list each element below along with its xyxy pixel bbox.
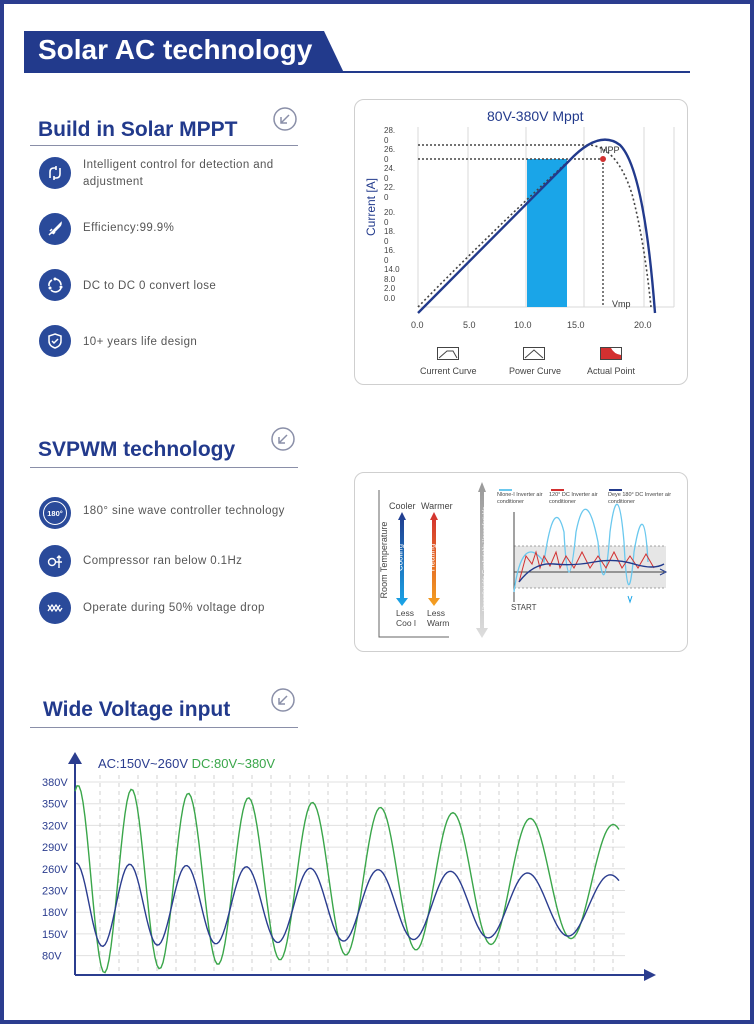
y-tick: 20. (384, 208, 396, 217)
x-tick: 0.0 (411, 320, 424, 330)
mppt-chart-title: 80V-380V Mppt (487, 108, 584, 124)
y-tick: 26. (384, 145, 396, 154)
shield-icon (39, 325, 71, 357)
mppt-section-rule (30, 145, 298, 146)
start-label: START (511, 603, 537, 612)
less-warm-label: Less Warm (427, 608, 450, 628)
y-tick-label: 380V (42, 777, 68, 789)
rocket-icon (39, 213, 71, 245)
power-curve-legend-icon (523, 347, 545, 360)
y-axis-arrow (68, 752, 82, 764)
dc-range-label: DC:80V~380V (191, 756, 276, 771)
cooler-label: Cooler (389, 501, 416, 511)
less-cool-label: Less Coo l (396, 608, 416, 628)
x-tick: 5.0 (463, 320, 476, 330)
mppt-chart (354, 99, 688, 385)
header-rule (24, 71, 690, 73)
y-tick: 14.0 (384, 265, 400, 274)
voltage-section-title: Wide Voltage input (43, 698, 231, 721)
x-tick: 10.0 (514, 320, 532, 330)
mpp-point (600, 156, 606, 162)
legend-onoff: Nlone-I Inverter air conditioner (497, 492, 543, 505)
compressor-icon (39, 545, 71, 577)
y-tick-label: 260V (42, 863, 68, 876)
cycle-icon (39, 269, 71, 301)
room-temp-label: Room Temperature (379, 521, 389, 599)
mppt-feature-text: 10+ years life design (83, 336, 198, 348)
voltage-section-rule (30, 727, 298, 728)
y-axis-label: Current [A] (364, 177, 378, 237)
cooling-label: Cooling (395, 543, 405, 572)
mppt-feature-text: Efficiency:99.9% (83, 222, 175, 234)
mpp-label: MPP (600, 145, 620, 155)
mppt-section-title: Build in Solar MPPT (38, 118, 238, 141)
arrow-down-left-icon (270, 687, 296, 713)
y-tick-label: 320V (42, 820, 68, 833)
arrow-down-left-icon (272, 106, 298, 132)
voltage-icon (39, 592, 71, 624)
y-tick: 24. (384, 164, 396, 173)
legend-dc120: 120° DC Inverter air conditioner (549, 492, 598, 505)
y-tick-label: 80V (42, 950, 62, 963)
comfort-label: Uncomfortable Comfortable Uncomfortable (482, 506, 488, 612)
y-tick-label: 230V (42, 885, 68, 898)
svpwm-feature-text: Compressor ran below 0.1Hz (83, 555, 243, 567)
y-tick: 8.0 (384, 274, 396, 284)
voltage-chart (30, 750, 670, 990)
x-tick: 15.0 (567, 320, 585, 330)
legend-dc180: Deye 180° DC Inverter air conditioner (608, 492, 672, 505)
x-axis-arrow (644, 969, 656, 981)
current-curve-legend-icon (437, 347, 459, 360)
svpwm-section-title: SVPWM technology (38, 438, 236, 461)
y-tick-label: 290V (42, 842, 68, 855)
warmer-label: Warmer (421, 501, 453, 511)
svpwm-feature-text: 180° sine wave controller technology (83, 505, 285, 517)
y-tick-label: 150V (42, 928, 68, 941)
svpwm-section-rule (30, 467, 298, 468)
y-tick: 18. (384, 227, 396, 236)
y-tick: 0.0 (384, 293, 396, 303)
heating-label: Heating (427, 543, 437, 572)
legend-label: Power Curve (509, 366, 562, 376)
page-title: Solar AC technology (38, 34, 313, 65)
mppt-feature-text: DC to DC 0 convert lose (83, 280, 217, 292)
actual-point-legend-icon (600, 347, 622, 360)
y-tick-label: 350V (42, 798, 68, 811)
legend-label: Actual Point (587, 366, 636, 376)
y-tick-label: 180V (42, 907, 68, 920)
y-ticks: 28. 0 26. 0 24. 0 22. 0 20. 0 18. 0 16. 0 14.0 8.0 2.0 0.0 (384, 126, 400, 303)
arrow-down-left-icon (270, 426, 296, 452)
circuit-icon (39, 157, 71, 189)
y-tick: 2.0 (384, 284, 396, 293)
legend-label: Current Curve (420, 366, 477, 376)
mppt-feature-text: Intelligent control for detection and adjustment (83, 159, 274, 188)
ac-range-label: AC:150V~260V (98, 756, 188, 771)
y-tick: 28. (384, 126, 396, 135)
180-badge: 180° (43, 501, 67, 525)
x-tick: 20.0 (634, 320, 652, 330)
y-tick: 22. (384, 183, 396, 192)
svpwm-feature-text: Operate during 50% voltage drop (83, 602, 265, 614)
180-icon (39, 497, 71, 529)
vmp-label: Vmp (612, 299, 631, 309)
y-tick: 16. (384, 246, 396, 255)
